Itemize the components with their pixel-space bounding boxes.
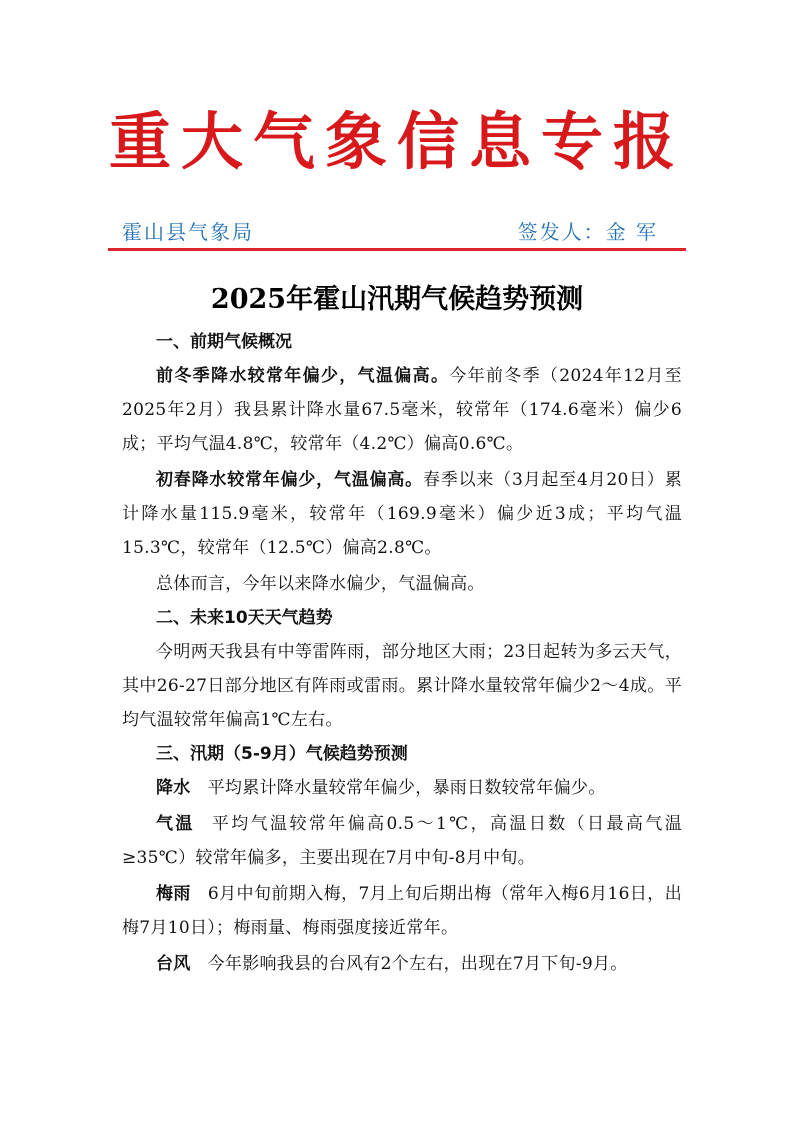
forecast-text: 6月中旬前期入梅，7月上旬后期出梅（常年入梅6月16日，出梅7月10日）；梅雨量、梅雨强度接近常年。 xyxy=(122,884,682,938)
section-heading: 一、前期气候概况 xyxy=(156,332,292,352)
forecast-item xyxy=(122,771,682,805)
paragraph-text: 春季以来（3月起至4月20日）累计降水量115.9毫米，较常年（169.9毫米）偏少近3成；平均气温15.3℃，较常年（12.5℃）偏高2.8℃。 xyxy=(122,470,682,558)
forecast-item xyxy=(122,947,682,981)
masthead-title: 重大气象信息专报 xyxy=(108,105,685,178)
forecast-item xyxy=(122,877,682,945)
section-heading: 三、汛期（5-9月）气候趋势预测 xyxy=(156,744,408,764)
document-title: 2025年霍山汛期气候趋势预测 xyxy=(210,284,584,315)
paragraph-text: 今明两天我县有中等雷阵雨，部分地区大雨；23日起转为多云天气，其中26-27日部分地区有阵雨或雷雨。累计降水量较常年偏少2～4成。平均气温较常年偏高1℃左右。 xyxy=(122,642,682,730)
issuer-row xyxy=(118,214,678,244)
paragraph-lead: 初春降水较常年偏少，气温偏高。 xyxy=(156,470,423,490)
paragraph xyxy=(122,463,682,565)
forecast-text: 今年影响我县的台风有2个左右，出现在7月下旬-9月。 xyxy=(207,954,628,974)
paragraph xyxy=(122,635,682,737)
forecast-item xyxy=(122,807,682,875)
paragraph-lead: 前冬季降水较常年偏少，气温偏高。 xyxy=(156,366,450,386)
paragraph xyxy=(122,567,682,601)
section-heading: 二、未来10天天气趋势 xyxy=(156,608,333,628)
document-body xyxy=(122,325,682,981)
paragraph-text: 总体而言，今年以来降水偏少，气温偏高。 xyxy=(156,574,485,594)
forecast-label: 降水 xyxy=(156,778,191,798)
paragraph xyxy=(122,359,682,461)
paragraph-text: 今年前冬季（2024年12月至2025年2月）我县累计降水量67.5毫米，较常年（174.6毫米）偏少6成；平均气温4.8℃，较常年（4.2℃）偏高0.6℃。 xyxy=(122,366,682,454)
forecast-label: 梅雨 xyxy=(156,884,191,904)
header-divider xyxy=(108,248,686,251)
forecast-label: 气温 xyxy=(156,814,195,834)
forecast-label: 台风 xyxy=(156,954,191,974)
issuer-name: 签发人：金 军 xyxy=(517,220,658,244)
forecast-text: 平均气温较常年偏高0.5～1℃，高温日数（日最高气温≥35℃）较常年偏多，主要出现在7月中旬-8月中旬。 xyxy=(122,814,682,868)
organization-name: 霍山县气象局 xyxy=(122,220,254,244)
forecast-text: 平均累计降水量较常年偏少，暴雨日数较常年偏少。 xyxy=(207,778,606,798)
